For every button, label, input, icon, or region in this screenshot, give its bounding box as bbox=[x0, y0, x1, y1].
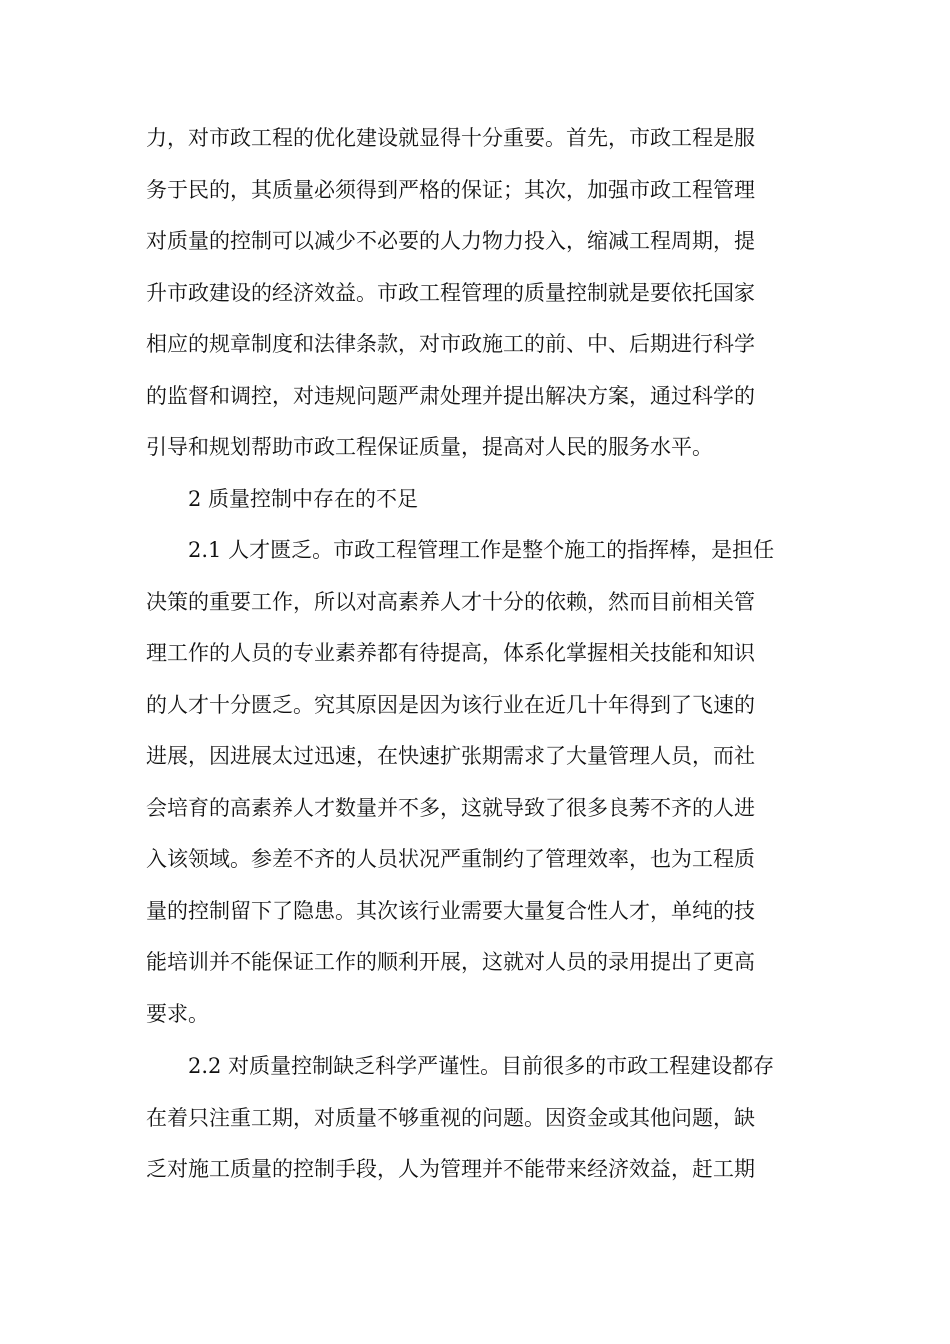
text-line: 的监督和调控，对违规问题严肃处理并提出解决方案，通过科学的 bbox=[146, 383, 755, 408]
section-2-2-paragraph bbox=[146, 1041, 810, 1196]
text-line: 会培育的高素养人才数量并不多，这就导致了很多良莠不齐的人进 bbox=[146, 795, 755, 820]
text-line: 2.1 人才匮乏。市政工程管理工作是整个施工的指挥棒，是担任 bbox=[188, 538, 775, 562]
text-line: 能培训并不能保证工作的顺利开展，这就对人员的录用提出了更高 bbox=[146, 950, 755, 974]
text-line: 量的控制留下了隐患。其次该行业需要大量复合性人才，单纯的技 bbox=[146, 898, 755, 923]
section-2-1-paragraph bbox=[146, 525, 810, 1040]
text-line: 力，对市政工程的优化建设就显得十分重要。首先，市政工程是服 bbox=[146, 126, 755, 150]
text-line: 在着只注重工期，对质量不够重视的问题。因资金或其他问题，缺 bbox=[146, 1105, 755, 1130]
intro-paragraph bbox=[146, 113, 810, 474]
text-line: 的人才十分匮乏。究其原因是因为该行业在近几十年得到了飞速的 bbox=[146, 692, 755, 717]
text-line: 入该领域。参差不齐的人员状况严重制约了管理效率，也为工程质 bbox=[146, 847, 755, 871]
text-line: 2.2 对质量控制缺乏科学严谨性。目前很多的市政工程建设都存 bbox=[188, 1054, 775, 1078]
text-line: 升市政建设的经济效益。市政工程管理的质量控制就是要依托国家 bbox=[146, 280, 755, 305]
text-line: 务于民的，其质量必须得到严格的保证；其次，加强市政工程管理 bbox=[146, 177, 755, 202]
text-line: 相应的规章制度和法律条款，对市政施工的前、中、后期进行科学 bbox=[146, 332, 755, 356]
text-line: 进展，因进展太过迅速，在快速扩张期需求了大量管理人员，而社 bbox=[146, 744, 755, 768]
section-heading bbox=[146, 474, 810, 526]
text-line: 理工作的人员的专业素养都有待提高，体系化掌握相关技能和知识 bbox=[146, 641, 755, 665]
text-line: 引导和规划帮助市政工程保证质量，提高对人民的服务水平。 bbox=[146, 435, 713, 459]
text-line: 乏对施工质量的控制手段，人为管理并不能带来经济效益，赶工期 bbox=[146, 1157, 755, 1181]
text-line: 对质量的控制可以减少不必要的人力物力投入，缩减工程周期，提 bbox=[146, 229, 755, 253]
text-line: 决策的重要工作，所以对高素养人才十分的依赖，然而目前相关管 bbox=[146, 589, 755, 614]
text-line: 要求。 bbox=[146, 1001, 209, 1026]
heading-text: 2 质量控制中存在的不足 bbox=[188, 487, 419, 511]
